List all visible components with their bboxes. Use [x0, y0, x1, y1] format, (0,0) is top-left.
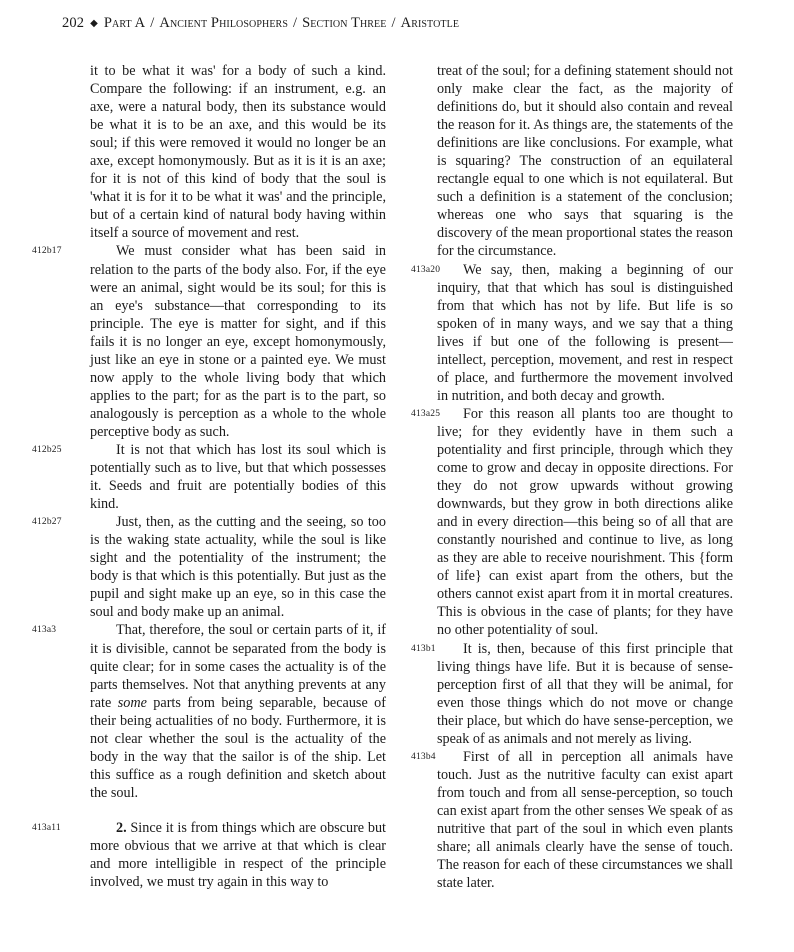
- paragraph-text: It is not that which has lost its soul which is potentially such as to live, but that which possesses it. Seeds and fruit are potentially bodies of this kind.: [90, 441, 386, 513]
- left-column: [32, 62, 387, 891]
- bekker-marker: 413b1: [411, 643, 436, 654]
- paragraph: [411, 261, 733, 405]
- bekker-marker: 412b25: [32, 444, 62, 455]
- header-author: Aristotle: [400, 15, 460, 31]
- bekker-marker: 412b17: [32, 246, 62, 257]
- bekker-marker: 413a11: [32, 822, 61, 833]
- paragraph: [411, 748, 733, 892]
- paragraph: [411, 405, 733, 640]
- header-title: Ancient Philosophers: [159, 15, 288, 31]
- paragraph-text: Since it is from things which are obscure but more obvious that we arrive at that which is clear and more intelligible in respect of the principle involved, we must try again in this way to: [90, 819, 387, 891]
- paragraph-text: parts from being separable, because of their being actualities of no body. Furthermore, it is not clear whether the soul is the actuality of the body in the way that the sailor is of the ship. Let this suffice as a rough definition and sketch about the soul.: [90, 694, 386, 801]
- paragraph: [32, 621, 386, 801]
- paragraph: [32, 513, 386, 621]
- header-part: Part A: [103, 15, 146, 31]
- paragraph: [32, 441, 386, 513]
- header-separator: /: [150, 15, 155, 31]
- running-header: [62, 15, 459, 32]
- header-section: Section Three: [302, 15, 387, 31]
- bekker-marker: 413a20: [411, 264, 441, 275]
- paragraph-text: treat of the soul; for a defining statement should not only make clear the fact, as the majority of definitions do, but it should also contain and reveal the reason for it. As things are, the statements of the definitions are like conclusions. For example, what is squaring? The construction of an equilateral rectangle equal to one which is not equilateral. But such a definition is a statement of the conclusion; whereas one who says that squaring is the discovery of the mean proportional states the reason for the circumstance.: [437, 63, 733, 260]
- paragraph-text: Just, then, as the cutting and the seeing, so too is the waking state actuality, while the soul is like sight and the potentiality of the instrument; the body is that which is this potentially. But just as the pupil and sight make up an eye, so in this case the soul and body make up an animal.: [90, 514, 386, 621]
- section-number: 2.: [116, 819, 127, 836]
- bekker-marker: 412b27: [32, 517, 62, 528]
- paragraph: [90, 62, 386, 242]
- paragraph: [411, 640, 733, 748]
- paragraph-text: For this reason all plants too are thought to live; for they evidently have in them such a potentiality and first principle, through which they come to grow and decay in opposite directions. For they do not grow upwards without growing downwards, but they grow in both directions alike and in every direction—this being so of all that are constantly nourished and continue to live, as long as they are able to receive nourishment. This {form of life} can exist apart from the others, but the others cannot exist apart from it in mortal creatures. This is obvious in the case of plants; for they have no other potentiality of soul.: [437, 405, 733, 639]
- bekker-marker: 413a25: [411, 408, 441, 419]
- emphasized-text: some: [117, 694, 147, 711]
- right-column: [411, 62, 733, 892]
- bekker-marker: 413a3: [32, 625, 57, 636]
- bekker-marker: 413b4: [411, 751, 436, 762]
- page-number: 202: [62, 15, 85, 31]
- paragraph-text: We must consider what has been said in relation to the parts of the body also. For, if the eye were an animal, sight would be its soul; for this is an eye's substance—that corresponding to its principle. The eye is matter for sight, and if this fails it is no longer an eye, except homonymously, just like an eye in stone or a painted eye. We must now apply to the whole living body that which applies to the part; for as the part is to the part, so analogously is perception as a whole to the whole perceptive body as such.: [90, 243, 386, 440]
- diamond-bullet-icon: ◆: [90, 18, 98, 29]
- paragraph-text: First of all in perception all animals have touch. Just as the nutritive faculty can exist apart from touch and from all sense-perception, so touch can exist apart from the other senses We speak of as nutritive that part of the soul in which even plants share; all animals clearly have the sense of touch. The reason for each of these circumstances we shall state later.: [437, 748, 733, 892]
- paragraph: [32, 819, 387, 891]
- paragraph-text: It is, then, because of this first principle that living things have life. But it is because of sense-perception first of all that they will be animal, for even those things which do not move or change their place, but which do have sense-perception, we speak of as animals and not merely as living.: [437, 640, 733, 747]
- paragraph-text: That, therefore, the soul or certain parts of it, if it is divisible, cannot be separated from the body is quite clear; for in some cases the actuality is of the parts themselves. Not that anything prevents at any rate: [90, 622, 386, 711]
- header-separator: /: [292, 15, 298, 31]
- header-separator: /: [391, 15, 396, 31]
- paragraph-text: We say, then, making a beginning of our inquiry, that that which has soul is distinguished from that which has not by life. But life is so spoken of in many ways, and we say that a thing lives if but one of the following is present—intellect, perception, movement, and rest in respect of place, and furthermore the movement involved in nutrition, and both decay and growth.: [437, 261, 733, 404]
- paragraph: [437, 62, 733, 261]
- paragraph-text: it to be what it was' for a body of such a kind. Compare the following: if an instrument, e.g. an axe, were a natural body, then its substance would be what it is to be an axe, and this would be its soul; if this were removed it would no longer be an axe, except homonymously. But as it is it is an axe; for it is not of this kind of body that the soul is 'what it is for it to be what it was' and the principle, but of a certain kind of natural body having within itself a source of movement and rest.: [90, 63, 386, 242]
- paragraph: [32, 242, 386, 441]
